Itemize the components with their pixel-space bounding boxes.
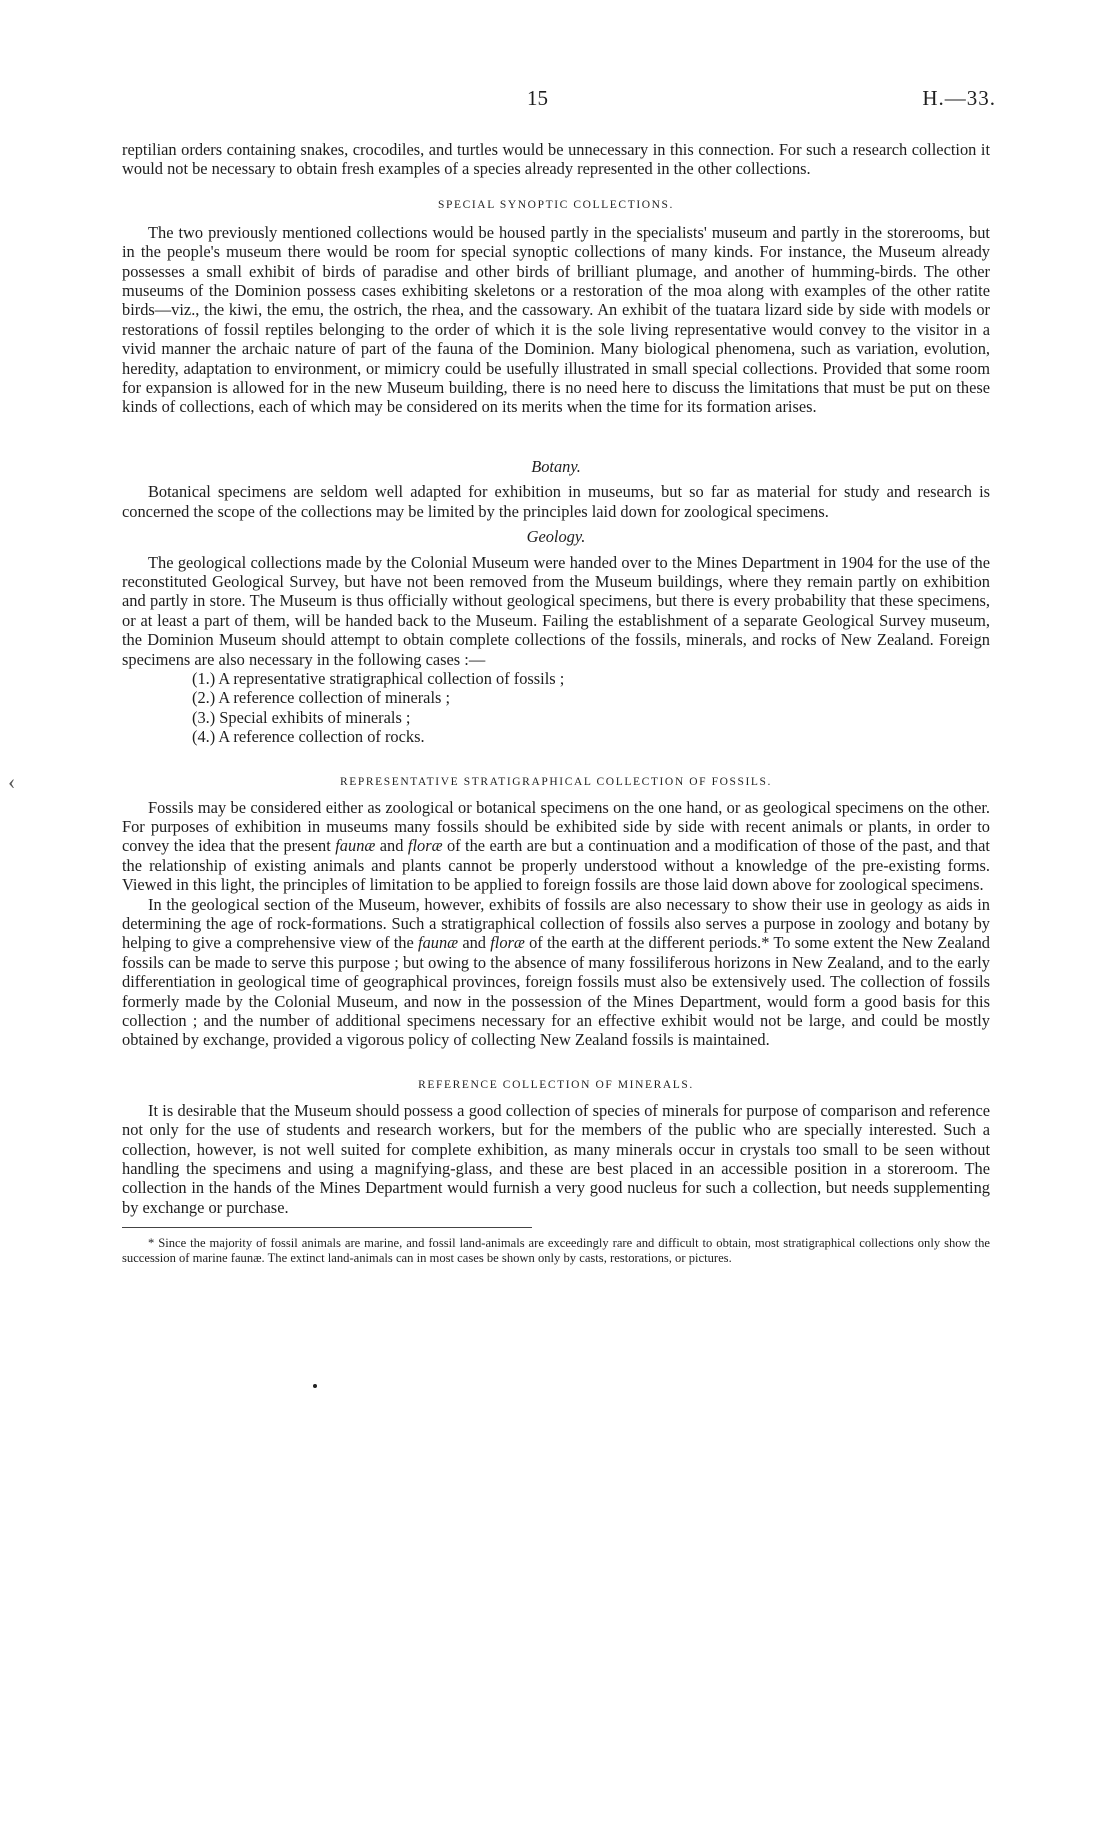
document-body bbox=[122, 140, 990, 1267]
margin-bracket-mark: ‹ bbox=[8, 769, 16, 794]
list-item: (2.) A reference collection of minerals ; bbox=[192, 688, 451, 708]
footnote-rule bbox=[122, 1227, 532, 1228]
list-item: (4.) A reference collection of rocks. bbox=[192, 727, 425, 747]
heading-geology: Geology. bbox=[526, 527, 586, 547]
italic-florae: floræ bbox=[490, 933, 525, 953]
paragraph-fossils-2: In the geological section of the Museum, however, exhibits of fossils are also necessary to show their use in geology as aids in determining the age of rock-formations. Such a stratigraphical collection of fossils also serves a purpose in zoology and botany by helping to give a comprehensive view of the faunæ and floræ of the earth at the different periods.* To some extent the New Zealand fossils can be made to serve this purpose ; but owing to the absence of many fossiliferous horizons in New Zealand, and to the early differentiation in geological time of geographical provinces, foreign fossils must also be extensively used. The collection of fossils formerly made by the Colonial Museum, and now in the possession of the Mines Department, would form a good basis for this collection ; and the number of additional specimens necessary for an effective exhibit would not be large, and could be mostly obtained by exchange, provided a vigorous policy of collecting New Zealand fossils is maintained. bbox=[122, 894, 990, 1050]
paragraph-botany: Botanical specimens are seldom well adapted for exhibition in museums, but so far as material for study and research is concerned the scope of the collections may be limited by the principles laid down for zoological specimens. bbox=[122, 482, 990, 521]
paragraph-special-synoptic: The two previously mentioned collections would be housed partly in the specialists' museum and partly in the storerooms, but in the people's museum there would be room for special synoptic collections of many kinds. For instance, the Museum already possesses a small exhibit of birds of paradise and other birds of brilliant plumage, and another of humming-birds. The other museums of the Dominion possess cases exhibiting skeletons or a restoration of the moa along with examples of the other ratite birds—viz., the kiwi, the emu, the ostrich, the rhea, and the cassowary. An exhibit of the tuatara lizard side by side with models or restorations of fossil reptiles belonging to the order of which it is the sole living representative would convey to the visitor in a vivid manner the archaic nature of part of the fauna of the Dominion. Many biological phenomena, such as variation, evolution, heredity, adaptation to environment, or mimicry could be usefully illustrated in small special collections. Provided that some room for expansion is allowed for in the new Museum building, there is no need here to discuss the limitations that must be put on these kinds of collections, each of which may be considered on its merits when the time for its formation arises. bbox=[122, 222, 990, 417]
paragraph-geology: The geological collections made by the Colonial Museum were handed over to the Mines Department in 1904 for the use of the reconstituted Geological Survey, but have not been removed from the Museum buildings, where they remain partly on exhibition and partly in store. The Museum is thus officially without geological specimens, but there is every probability that these specimens, or at least a part of them, will be handed back to the Museum. Failing the establishment of a separate Geological Survey museum, the Dominion Museum should attempt to obtain complete collections of the fossils, minerals, and rocks of New Zealand. Foreign specimens are also necessary in the following cases :— bbox=[122, 552, 990, 669]
italic-faunae: faunæ bbox=[418, 933, 459, 953]
paragraph-fossils-1: Fossils may be considered either as zoological or botanical specimens on the one hand, or as geological specimens on the other. For purposes of exhibition in museums many fossils should be exhibited side by side with recent animals or plants, in order to convey the idea that the present faunæ and floræ of the earth are but a continuation and a modification of those of the past, and that the relationship of existing animals and plants cannot be properly understood without a knowledge of the pre-existing forms. Viewed in this light, the principles of limitation to be applied to foreign fossils are those laid down above for zoological specimens. bbox=[122, 797, 990, 895]
geology-cases-list bbox=[122, 669, 990, 747]
heading-reference-minerals: REFERENCE COLLECTION OF MINERALS. bbox=[418, 1078, 694, 1091]
document-reference: H.—33. bbox=[922, 86, 996, 110]
paragraph-minerals: It is desirable that the Museum should possess a good collection of species of minerals for purpose of comparison and reference not only for the use of students and research workers, but for the members of the public who are specially interested. Such a collection, however, is not well suited for complete exhibition, as many minerals occur in crystals too small to be seen without handling the specimens and using a magnifying-glass, and these are best placed in an accessible position in a storeroom. The collection in the hands of the Mines Department would furnish a very good nucleus for such a collection, but needs supplementing by exchange or purchase. bbox=[122, 1100, 990, 1217]
italic-florae: floræ bbox=[407, 836, 443, 856]
heading-stratigraphical-fossils: REPRESENTATIVE STRATIGRAPHICAL COLLECTION OF FOSSILS. bbox=[340, 775, 772, 788]
list-item: (3.) Special exhibits of minerals ; bbox=[192, 707, 411, 727]
footnote: * Since the majority of fossil animals are marine, and fossil land-animals are exceedingly rare and difficult to obtain, most stratigraphical collections only show the succession of marine faunæ. The extinct land-animals can in most cases be shown only by casts, restorations, or pictures. bbox=[122, 1236, 990, 1266]
italic-faunae: faunæ bbox=[335, 836, 376, 856]
heading-botany: Botany. bbox=[531, 456, 581, 476]
heading-special-synoptic-collections: SPECIAL SYNOPTIC COLLECTIONS. bbox=[437, 198, 675, 211]
ink-dot bbox=[313, 1384, 317, 1388]
list-item: (1.) A representative stratigraphical collection of fossils ; bbox=[192, 668, 565, 688]
paragraph-intro: reptilian orders containing snakes, crocodiles, and turtles would be unnecessary in this connection. For such a research collection it would not be necessary to obtain fresh examples of a species already represented in the other collections. bbox=[122, 140, 990, 179]
page-number: 15 bbox=[527, 86, 548, 110]
